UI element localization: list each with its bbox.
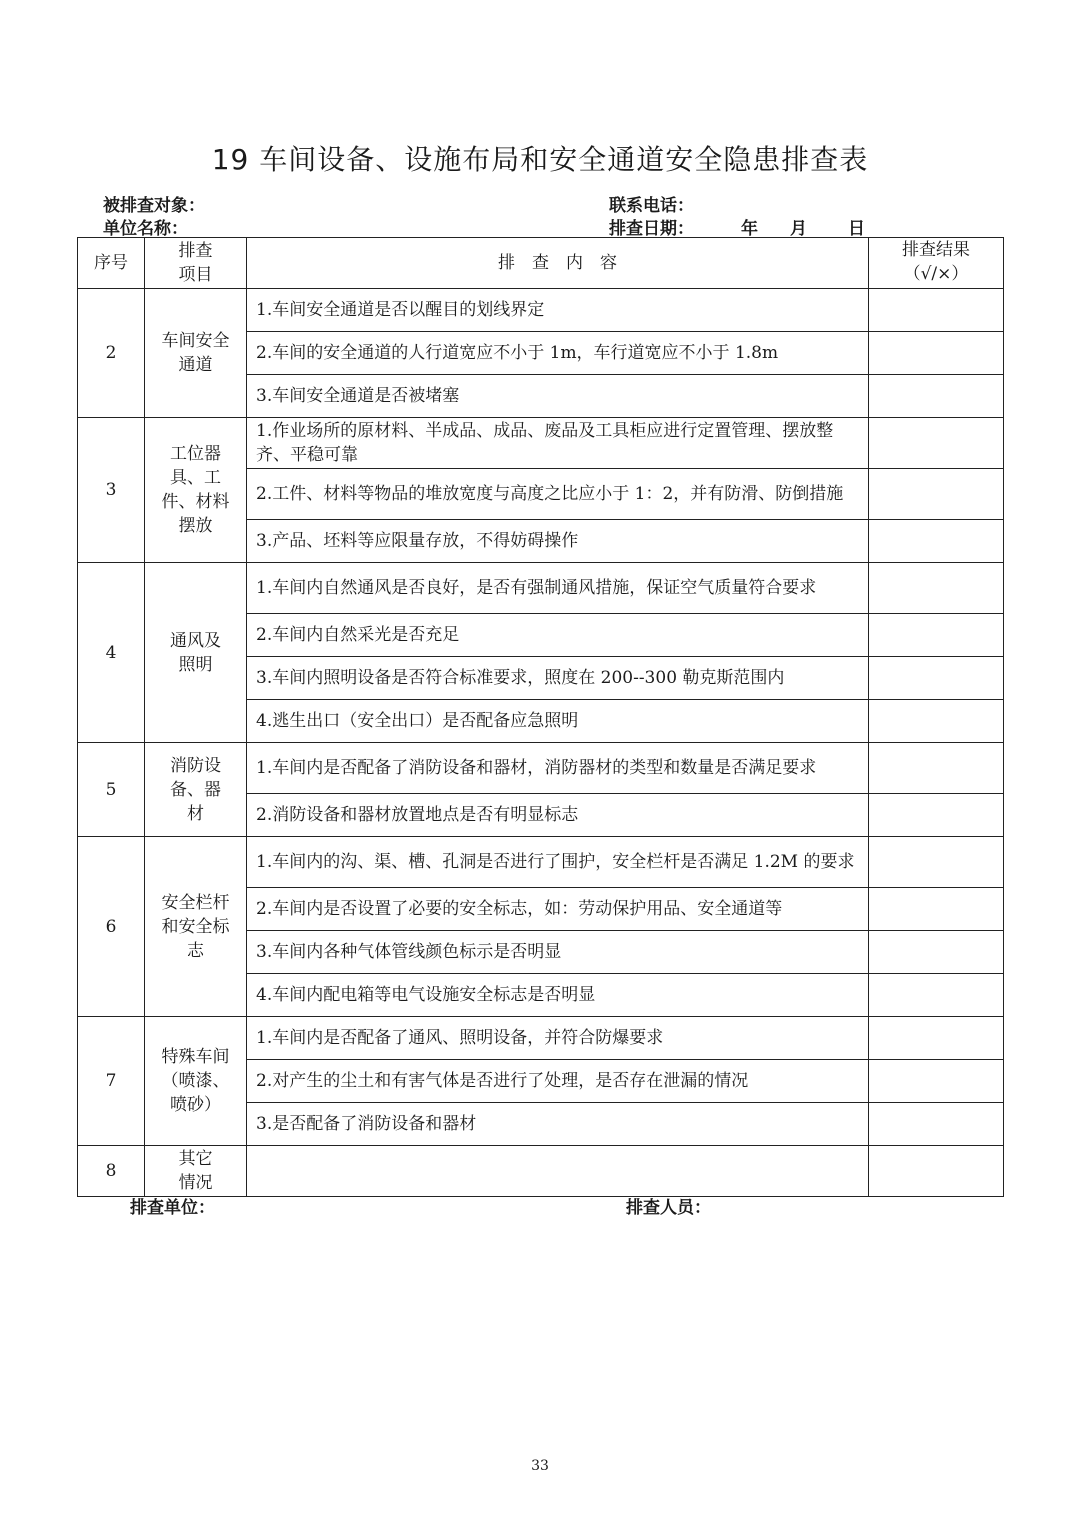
result-cell[interactable]	[869, 974, 1004, 1017]
inspection-content: 3.车间内照明设备是否符合标准要求，照度在 200--300 勒克斯范围内	[247, 657, 869, 700]
inspection-content: 2.车间内是否设置了必要的安全标志，如：劳动保护用品、安全通道等	[247, 888, 869, 931]
result-cell[interactable]	[869, 657, 1004, 700]
inspection-item	[145, 1017, 247, 1146]
result-cell[interactable]	[869, 743, 1004, 794]
result-cell[interactable]	[869, 375, 1004, 418]
result-cell[interactable]	[869, 794, 1004, 837]
page-number: 33	[531, 1458, 549, 1474]
table-row	[78, 563, 1004, 614]
inspection-item-label: 工位器具、工件、材料摆放	[161, 444, 230, 536]
unit-name-label: 单位名称：	[103, 219, 188, 239]
header-num: 序号	[78, 238, 145, 289]
result-cell[interactable]	[869, 888, 1004, 931]
inspection-item-label: 安全栏杆和安全标志	[161, 892, 230, 961]
header-result-line1: 排查结果	[902, 240, 970, 260]
table-row	[78, 289, 1004, 332]
inspection-item	[145, 837, 247, 1017]
inspection-content: 4.逃生出口（安全出口）是否配备应急照明	[247, 700, 869, 743]
inspection-item-label: 消防设备、器材	[170, 755, 221, 824]
date-year: 年	[741, 219, 758, 239]
result-cell[interactable]	[869, 520, 1004, 563]
table-row	[78, 743, 1004, 794]
footer-person-label: 排查人员：	[626, 1198, 711, 1218]
phone-label: 联系电话：	[609, 196, 694, 216]
result-cell[interactable]	[869, 837, 1004, 888]
inspection-content: 3.车间内各种气体管线颜色标示是否明显	[247, 931, 869, 974]
table-row	[78, 1146, 1004, 1197]
inspection-content: 2.消防设备和器材放置地点是否有明显标志	[247, 794, 869, 837]
inspection-item	[145, 743, 247, 837]
inspection-item-label: 车间安全通道	[161, 331, 230, 375]
header-result	[869, 238, 1004, 289]
inspection-content: 1.车间安全通道是否以醒目的划线界定	[247, 289, 869, 332]
row-number: 3	[78, 418, 145, 563]
result-cell[interactable]	[869, 563, 1004, 614]
inspection-item	[145, 418, 247, 563]
date-month: 月	[790, 219, 807, 239]
inspection-content: 3.产品、坯料等应限量存放，不得妨碍操作	[247, 520, 869, 563]
result-cell[interactable]	[869, 1103, 1004, 1146]
result-cell[interactable]	[869, 700, 1004, 743]
inspection-content: 1.车间内自然通风是否良好，是否有强制通风措施，保证空气质量符合要求	[247, 563, 869, 614]
result-cell[interactable]	[869, 1017, 1004, 1060]
row-number: 7	[78, 1017, 145, 1146]
footer-unit-label: 排查单位：	[130, 1198, 215, 1218]
inspection-content: 3.车间安全通道是否被堵塞	[247, 375, 869, 418]
row-number: 2	[78, 289, 145, 418]
inspection-content: 2.对产生的尘土和有害气体是否进行了处理，是否存在泄漏的情况	[247, 1060, 869, 1103]
table-row	[78, 418, 1004, 469]
result-cell[interactable]	[869, 614, 1004, 657]
result-cell[interactable]	[869, 332, 1004, 375]
date-label: 排查日期：	[609, 219, 694, 239]
result-cell[interactable]	[869, 469, 1004, 520]
inspection-content: 1.车间内是否配备了通风、照明设备，并符合防爆要求	[247, 1017, 869, 1060]
table-header-row	[78, 238, 1004, 289]
row-number: 6	[78, 837, 145, 1017]
page-title: 19 车间设备、设施布局和安全通道安全隐患排查表	[211, 143, 869, 176]
inspection-item-label: 通风及照明	[170, 630, 221, 675]
inspection-item	[145, 289, 247, 418]
inspection-content	[247, 1146, 869, 1197]
inspection-content: 2.车间内自然采光是否充足	[247, 614, 869, 657]
inspection-item	[145, 1146, 247, 1197]
inspection-content: 3.是否配备了消防设备和器材	[247, 1103, 869, 1146]
inspection-content: 1.车间内是否配备了消防设备和器材，消防器材的类型和数量是否满足要求	[247, 743, 869, 794]
header-item	[145, 238, 247, 289]
inspection-content: 2.车间的安全通道的人行道宽应不小于 1m，车行道宽应不小于 1.8m	[247, 332, 869, 375]
row-number: 4	[78, 563, 145, 743]
table-row	[78, 837, 1004, 888]
row-number: 8	[78, 1146, 145, 1197]
header-result-line2: （√/×）	[903, 264, 969, 284]
inspection-content: 2.工件、材料等物品的堆放宽度与高度之比应小于 1：2，并有防滑、防倒措施	[247, 469, 869, 520]
result-cell[interactable]	[869, 1146, 1004, 1197]
result-cell[interactable]	[869, 289, 1004, 332]
inspection-item	[145, 563, 247, 743]
result-cell[interactable]	[869, 1060, 1004, 1103]
target-label: 被排查对象：	[103, 196, 205, 216]
header-item-line1: 排查	[178, 241, 213, 261]
inspection-item-label: 其它情况	[178, 1149, 213, 1193]
inspection-content: 1.作业场所的原材料、半成品、成品、废品及工具柜应进行定置管理、摆放整齐、平稳可靠	[247, 418, 869, 469]
inspection-content: 4.车间内配电箱等电气设施安全标志是否明显	[247, 974, 869, 1017]
date-day: 日	[848, 219, 865, 239]
inspection-item-label: 特殊车间（喷漆、喷砂）	[161, 1047, 230, 1115]
row-number: 5	[78, 743, 145, 837]
inspection-table	[77, 237, 1004, 1197]
header-content: 排 查 内 容	[247, 238, 869, 289]
result-cell[interactable]	[869, 931, 1004, 974]
header-item-line2: 项目	[178, 265, 213, 285]
inspection-content: 1.车间内的沟、渠、槽、孔洞是否进行了围护，安全栏杆是否满足 1.2M 的要求	[247, 837, 869, 888]
table-row	[78, 1017, 1004, 1060]
result-cell[interactable]	[869, 418, 1004, 469]
